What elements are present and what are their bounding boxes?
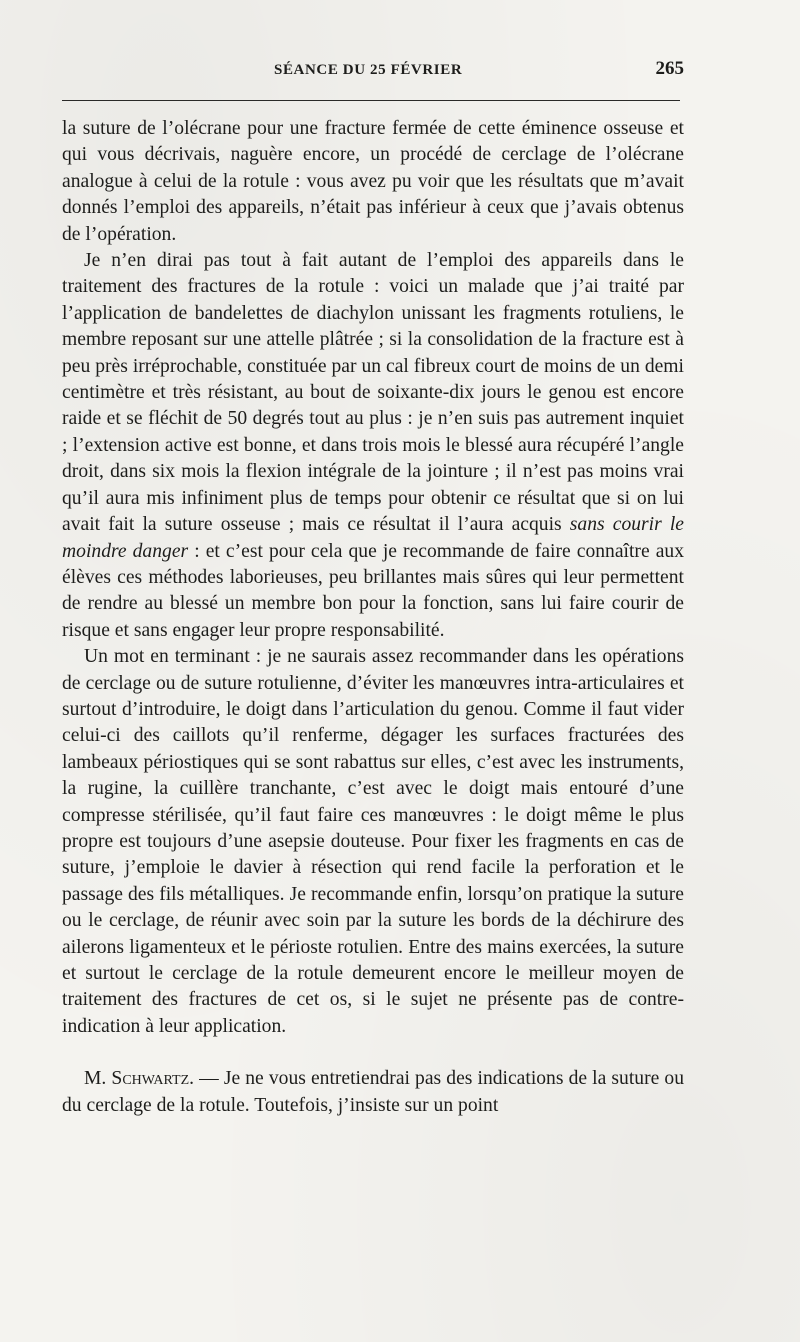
paragraph-text: : et c’est pour cela que je recommande de faire connaître aux élèves ces méthodes laborieuses, peu brillantes mais sûres qui leur permettent de rendre au blessé un membre bon pour la fonction, sans lui faire courir de risque et sans engager leur propre responsabilité. [62, 540, 684, 641]
paragraph-appareils [62, 248, 684, 644]
paragraph-text: Je n’en dirai pas tout à fait autant de l’emploi des appareils dans le traitement des fractures de la rotule : voici un malade que j’ai traité par l’application de bandelettes de diachylon unissant les fragments rotuliens, le membre reposant sur une attelle plâtrée ; si la consolidation de la fracture est à peu près irréprochable, constituée par un cal fibreux court de moins de un demi centimètre et très résistant, au bout de soixante-dix jours le genou est encore raide et se fléchit de 50 degrés tout au plus : je n’en suis pas autrement inquiet ; l’extension active est bonne, et dans trois mois le blessé aura récupéré l’angle droit, dans six mois la flexion intégrale de la jointure ; il n’est pas moins vrai qu’il aura mis infiniment plus de temps pour obtenir ce résultat que si on lui avait fait la suture osseuse ; mais ce résultat il l’aura acquis [62, 250, 684, 536]
running-head: SÉANCE DU 25 FÉVRIER [274, 62, 463, 78]
paragraph-schwartz [62, 1066, 684, 1119]
page-number: 265 [655, 58, 684, 79]
paragraph-text: . — Je ne vous entretiendrai pas des indications de la suture ou du cerclage de la rotule. Toutefois, j’insiste sur un point [62, 1068, 684, 1116]
paragraph-continued: la suture de l’olécrane pour une fracture fermée de cette éminence osseuse et qui vous décrivais, naguère encore, un procédé de cerclage de l’olécrane analogue à celui de la rotule : vous avez pu voir que les résultats que m’avait donnés l’emploi des appareils, n’était pas inférieur à ceux que j’avais obtenus de l’opération. [62, 118, 684, 245]
page-header [62, 58, 684, 88]
speaker-prefix: M. [84, 1068, 112, 1090]
italic-phrase: sans courir le moindre danger [62, 514, 685, 562]
speaker-name: Schwartz [111, 1068, 190, 1090]
paragraph-conclusion: Un mot en terminant : je ne saurais assez recommander dans les opérations de cerclage ou de suture rotulienne, d’éviter les manœuvres intra-articulaires et surtout d’introduire, le doigt dans l’articulation du genou. Comme il faut vider celui-ci des caillots qu’il renferme, dégager les surfaces fracturées des lambeaux périostiques qui se sont rabattus sur elles, c’est avec les instruments, la rugine, la cuillère tranchante, c’est avec le doigt mais entouré d’une compresse stérilisée, qu’il faut faire ces manœuvres : le doigt même le plus propre est toujours d’une asepsie douteuse. Pour fixer les fragments en cas de suture, j’emploie le davier à résection qui rend facile la perforation et le passage des fils métalliques. Je recommande enfin, lorsqu’on pratique la suture ou le cerclage, de réunir avec soin par la suture les bords de la déchirure des ailerons ligamenteux et le périoste rotulien. Entre des mains exercées, la suture et surtout le cerclage de la rotule demeurent encore le meilleur moyen de traitement des fractures de cet os, si le sujet ne présente pas de contre-indication à leur application. [62, 646, 684, 1037]
header-rule [62, 100, 680, 101]
body-text [62, 116, 684, 1119]
